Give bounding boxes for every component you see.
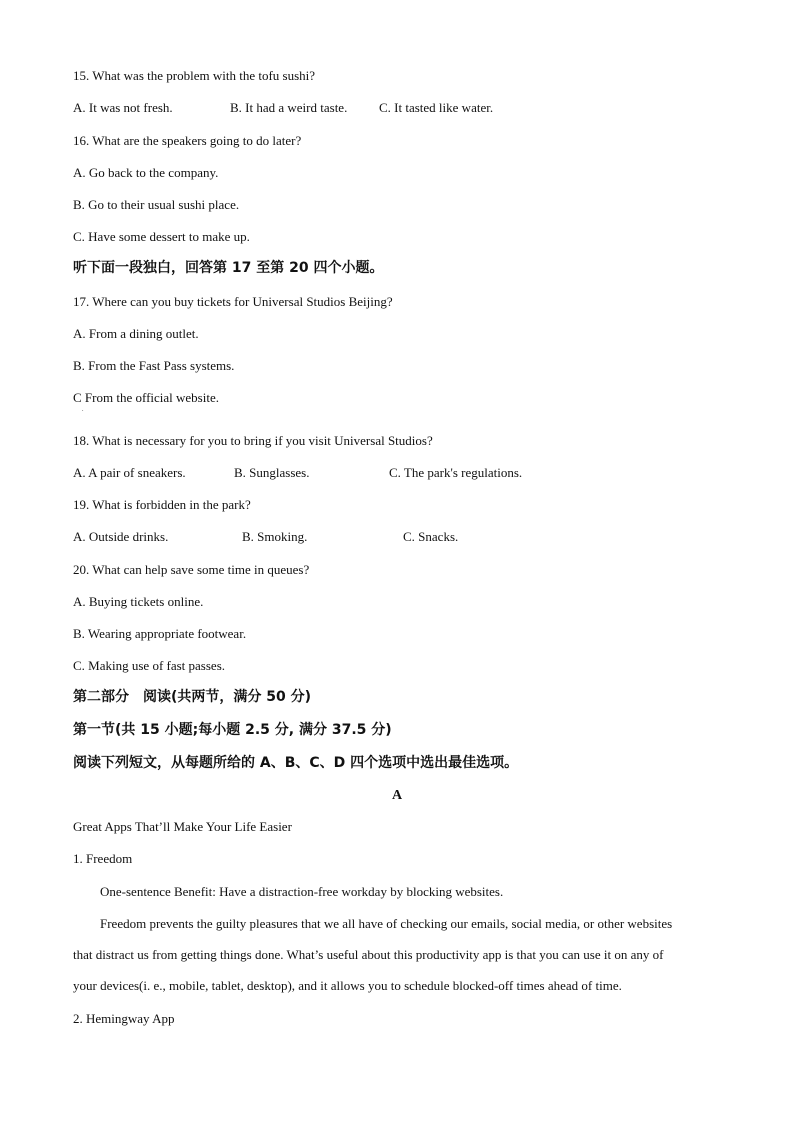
question-15: 15. What was the problem with the tofu sushi? bbox=[73, 68, 316, 83]
option-c: C. The park's regulations. bbox=[389, 465, 523, 480]
question-18: 18. What is necessary for you to bring if you visit Universal Studios? bbox=[73, 433, 433, 448]
question-20: 20. What can help save some time in queues? bbox=[73, 562, 310, 577]
question-17: 17. Where can you buy tickets for Universal Studios Beijing? bbox=[73, 294, 393, 309]
option-c: C. It tasted like water. bbox=[379, 100, 494, 115]
option-b: B. Smoking. bbox=[242, 529, 308, 544]
passage-letter: A bbox=[391, 788, 403, 803]
reading-section-title: 第一节(共 15 小题;每小题 2.5 分, 满分 37.5 分) bbox=[73, 722, 392, 738]
passage-title: Great Apps That’ll Make Your Life Easier bbox=[73, 819, 292, 834]
option-a: A. Buying tickets online. bbox=[73, 594, 204, 609]
app-1-benefit: One-sentence Benefit: Have a distraction-free workday by blocking websites. bbox=[100, 884, 504, 899]
option-a: A. From a dining outlet. bbox=[73, 326, 199, 341]
option-c: C. Making use of fast passes. bbox=[73, 658, 226, 673]
option-b: B. Sunglasses. bbox=[234, 465, 310, 480]
option-b: B. It had a weird taste. bbox=[230, 100, 348, 115]
option-c: C. Snacks. bbox=[403, 529, 459, 544]
option-b: B. Wearing appropriate footwear. bbox=[73, 626, 247, 641]
stray-dot: . bbox=[82, 407, 84, 413]
option-a: A. Outside drinks. bbox=[73, 529, 169, 544]
reading-instruction: 阅读下列短文，从每题所给的 A、B、C、D 四个选项中选出最佳选项。 bbox=[73, 755, 519, 771]
option-b: B. From the Fast Pass systems. bbox=[73, 358, 235, 373]
option-a: A. It was not fresh. bbox=[73, 100, 173, 115]
listening-section-instruction: 听下面一段独白，回答第 17 至第 20 四个小题。 bbox=[73, 260, 384, 276]
option-c: C From the official website. bbox=[73, 390, 219, 405]
option-c: C. Have some dessert to make up. bbox=[73, 229, 250, 244]
question-16: 16. What are the speakers going to do later? bbox=[73, 133, 302, 148]
app-1-paragraph-line: Freedom prevents the guilty pleasures that we all have of checking our emails, social media, or other websites bbox=[100, 916, 673, 931]
app-1-paragraph-line: your devices(i. e., mobile, tablet, desktop), and it allows you to schedule blocked-off times ahead of time. bbox=[73, 978, 622, 993]
app-1-paragraph-line: that distract us from getting things done. What’s useful about this productivity app is that you can use it on any of bbox=[73, 947, 664, 962]
question-19: 19. What is forbidden in the park? bbox=[73, 497, 251, 512]
option-b: B. Go to their usual sushi place. bbox=[73, 197, 240, 212]
app-1-title: 1. Freedom bbox=[73, 851, 133, 866]
app-2-title: 2. Hemingway App bbox=[73, 1011, 175, 1026]
reading-part-title: 第二部分 阅读(共两节，满分 50 分) bbox=[73, 689, 312, 705]
option-a: A. Go back to the company. bbox=[73, 165, 219, 180]
option-a: A. A pair of sneakers. bbox=[73, 465, 186, 480]
